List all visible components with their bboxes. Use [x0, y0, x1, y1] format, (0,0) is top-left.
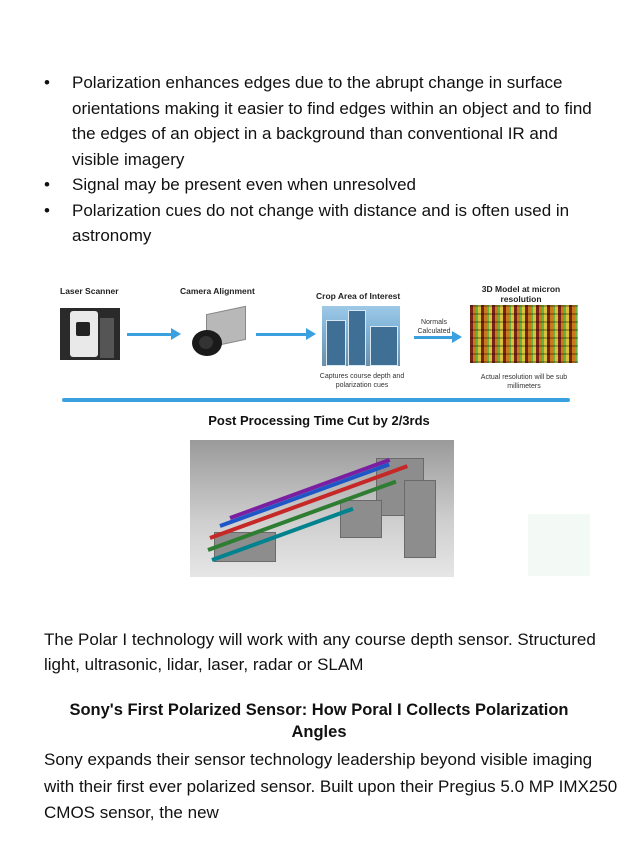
divider-line	[62, 398, 570, 402]
stage-label-crop-area: Crop Area of Interest	[316, 291, 401, 301]
piping-3d-render-image	[190, 440, 454, 577]
camera-image	[192, 308, 248, 358]
bullet-marker: •	[44, 73, 50, 92]
arrow-icon	[256, 333, 308, 336]
bullet-text: Polarization cues do not change with distance and is often used in astronomy	[72, 200, 570, 245]
section-heading: Sony's First Polarized Sensor: How Poral I Collects Polarization Angles	[69, 701, 569, 741]
bullet-text: Signal may be present even when unresolved	[72, 175, 416, 194]
stage-label-3d-model: 3D Model at micron resolution	[481, 284, 561, 304]
faint-background-panel	[528, 514, 590, 576]
post-processing-title: Post Processing Time Cut by 2/3rds	[208, 413, 430, 428]
bullet-list	[44, 70, 604, 249]
stage-label-camera-alignment: Camera Alignment	[180, 286, 255, 296]
stage-caption-3d-model: Actual resolution will be sub millimeters	[480, 374, 568, 390]
3d-model-image	[470, 305, 578, 363]
bullet-item	[44, 70, 604, 172]
stage-label-laser-scanner: Laser Scanner	[60, 286, 119, 296]
city-buildings-image	[322, 306, 400, 366]
arrow-icon	[414, 336, 454, 339]
bullet-marker: •	[44, 175, 50, 194]
bullet-marker: •	[44, 200, 50, 220]
arrow-note: Normals Calculated	[417, 319, 451, 335]
arrow-icon	[127, 333, 173, 336]
bullet-text: Polarization enhances edges due to the abrupt change in surface orientations making it easier to find edges within an object and to find the edges of an object in a background than conventional IR and visible imagery	[72, 73, 592, 169]
bullet-item	[44, 198, 604, 249]
paragraph-sony-sensor: Sony expands their sensor technology leadership beyond visible imaging with their first ever polarized sensor. Built upon their Pregius 5.0 MP IMX250 CMOS sensor, the new	[44, 750, 618, 822]
stage-caption-crop: Captures course depth and polarization cues	[319, 373, 405, 389]
bullet-item	[44, 172, 604, 198]
paragraph-depth-sensor: The Polar I technology will work with any course depth sensor. Structured light, ultrasonic, lidar, laser, radar or SLAM	[44, 630, 596, 674]
laser-scanner-image	[60, 308, 120, 360]
